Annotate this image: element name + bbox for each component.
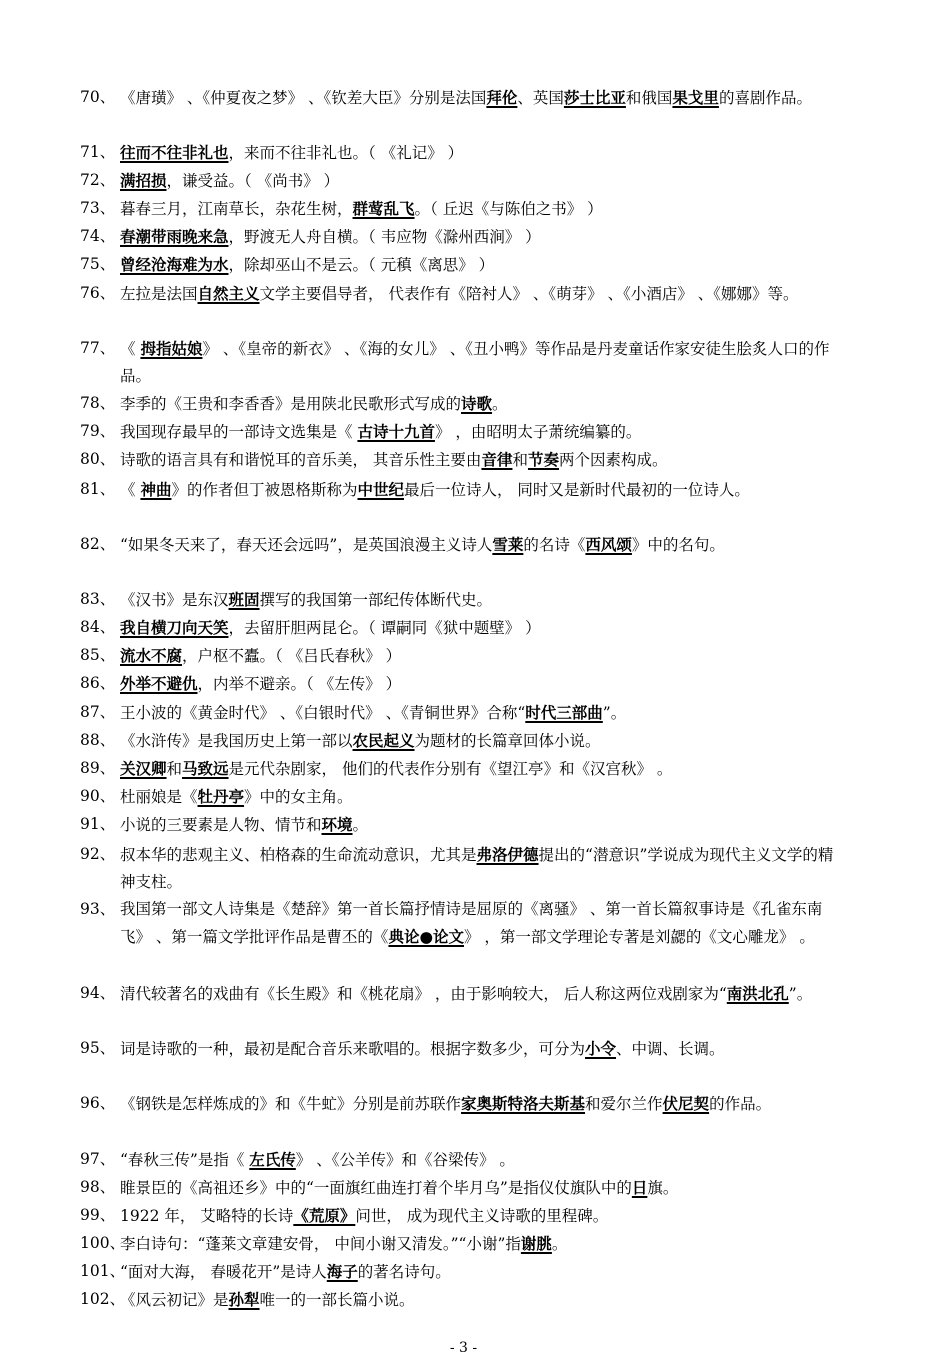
- question-number: 78、: [80, 394, 116, 412]
- question-text: [120, 727, 840, 755]
- answer-text: 西风颂: [585, 535, 632, 554]
- question-item: [80, 699, 840, 727]
- answer-text: 家奥斯特洛夫斯基: [461, 1094, 586, 1113]
- answer-text: 诗歌: [461, 394, 493, 413]
- question-number: 73、: [80, 199, 116, 217]
- question-item: [80, 670, 840, 698]
- answer-text: 拜伦: [486, 88, 518, 107]
- text-segment: 李白诗句：“蓬莱文章建安骨， 中间小谢又清发。”“小谢”指: [120, 1235, 521, 1253]
- answer-text: 南洪北孔: [726, 984, 789, 1003]
- text-segment: 》 ，第一部文学理论专著是刘勰的《文心雕龙》 。: [463, 928, 815, 946]
- text-segment: ，除却巫山不是云。（ 元稹《离思》 ）: [228, 256, 495, 274]
- answer-text: 海子: [326, 1262, 358, 1281]
- text-segment: 的名诗《: [523, 536, 586, 554]
- answer-text: 莎士比亚: [563, 88, 626, 107]
- question-number: 72、: [80, 171, 116, 189]
- question-item: [80, 1230, 840, 1258]
- text-segment: 《钢铁是怎样炼成的》和《牛虻》分别是前苏联作: [120, 1095, 462, 1113]
- question-number: 79、: [80, 422, 116, 440]
- question-text: [120, 699, 840, 727]
- answer-text: 往而不往非礼也: [120, 143, 229, 162]
- question-number: 81、: [80, 480, 116, 498]
- text-segment: 《: [120, 481, 141, 499]
- text-segment: 、中调、长调。: [616, 1040, 725, 1058]
- question-text: [120, 390, 840, 418]
- text-segment: 杜丽娘是《: [120, 788, 198, 806]
- question-text: [120, 223, 840, 251]
- answer-text: 左氏传: [249, 1150, 296, 1169]
- question-text: [120, 139, 840, 167]
- text-segment: 睢景臣的《高祖还乡》中的“一面旗红曲连打着个毕月乌”是指仪仗旗队中的: [120, 1179, 632, 1197]
- answer-text: 伏尼契: [662, 1094, 710, 1113]
- question-item: [80, 418, 840, 446]
- text-segment: 和爱尔兰作: [585, 1095, 663, 1113]
- question-item: [80, 1146, 840, 1174]
- answer-text: 群莺乱飞: [352, 199, 415, 218]
- question-item: [80, 755, 840, 783]
- text-segment: 》的作者但丁被恩格斯称为: [171, 481, 358, 499]
- answer-text: 节奏: [527, 450, 559, 469]
- question-item: [80, 390, 840, 418]
- question-number: 82、: [80, 535, 116, 553]
- text-segment: 的著名诗句。: [357, 1263, 451, 1281]
- answer-text: 关汉卿: [120, 759, 167, 778]
- question-number: 85、: [80, 646, 116, 664]
- text-segment: 《水浒传》是我国历史上第一部以: [120, 732, 353, 750]
- answer-text: 牡丹亭: [197, 787, 245, 806]
- text-segment: ，户枢不蠹。（ 《吕氏春秋》 ）: [182, 647, 402, 665]
- question-number: 74、: [80, 227, 116, 245]
- question-text: [120, 1174, 840, 1202]
- text-segment: 。（ 丘迟《与陈伯之书》 ）: [414, 200, 603, 218]
- text-segment: “春秋三传”是指《: [120, 1151, 250, 1169]
- text-segment: ”。: [602, 704, 627, 722]
- answer-text: 谢朓: [520, 1234, 552, 1253]
- text-segment: “面对大海， 春暖花开”是诗人: [120, 1263, 327, 1281]
- answer-text: 神曲: [140, 480, 172, 499]
- question-item: [80, 139, 840, 167]
- question-text: [120, 531, 840, 559]
- text-segment: 王小波的《黄金时代》 、《白银时代》 、《青铜世界》合称“: [120, 704, 526, 722]
- question-item: [80, 1202, 840, 1230]
- text-segment: 、英国: [517, 89, 564, 107]
- answer-text: 典论●论文: [388, 927, 464, 946]
- question-item: [80, 531, 840, 559]
- question-text: [120, 642, 840, 670]
- question-item: [80, 586, 840, 614]
- question-text: [120, 1230, 840, 1258]
- answer-text: 雪莱: [492, 535, 524, 554]
- answer-text: 弗洛伊德: [476, 845, 539, 864]
- question-number: 71、: [80, 143, 116, 161]
- answer-text: 拇指姑娘: [140, 339, 203, 358]
- text-segment: 暮春三月，江南草长，杂花生树，: [120, 200, 353, 218]
- question-item: [80, 195, 840, 223]
- text-segment: 《汉书》是东汉: [120, 591, 229, 609]
- question-number: 88、: [80, 731, 116, 749]
- question-number: 101、: [80, 1262, 126, 1280]
- question-item: [80, 1090, 840, 1118]
- question-text: [120, 896, 840, 951]
- question-item: [80, 1286, 840, 1314]
- question-text: [120, 195, 840, 223]
- question-text: [120, 418, 840, 446]
- answer-text: 满招损: [120, 171, 167, 190]
- text-segment: 撰写的我国第一部纪传体断代史。: [259, 591, 493, 609]
- question-number: 94、: [80, 984, 116, 1002]
- text-segment: 的作品。: [709, 1095, 772, 1113]
- question-text: [120, 980, 840, 1008]
- text-segment: 和俄国: [625, 89, 673, 107]
- text-segment: 最后一位诗人， 同时又是新时代最初的一位诗人。: [403, 481, 750, 499]
- question-item: [80, 1258, 840, 1286]
- question-text: [120, 476, 840, 504]
- question-number: 90、: [80, 787, 116, 805]
- answer-text: 我自横刀向天笑: [120, 618, 229, 637]
- answer-text: 古诗十九首: [357, 422, 435, 441]
- answer-text: 曾经沧海难为水: [120, 255, 229, 274]
- answer-text: 马致远: [182, 759, 229, 778]
- question-text: [120, 755, 840, 783]
- text-segment: 》中的名句。: [631, 536, 725, 554]
- text-segment: 为题材的长篇章回体小说。: [414, 732, 601, 750]
- question-text: [120, 167, 840, 195]
- question-number: 86、: [80, 674, 116, 692]
- text-segment: 小说的三要素是人物、情节和: [120, 816, 322, 834]
- answer-text: 自然主义: [197, 284, 260, 303]
- question-number: 100、: [80, 1234, 126, 1252]
- question-number: 77、: [80, 339, 116, 357]
- question-item: [80, 1035, 840, 1063]
- text-segment: 清代较著名的戏曲有《长生殿》和《桃花扇》 ，由于影响较大， 后人称这两位戏剧家为“: [120, 985, 727, 1003]
- question-text: [120, 280, 840, 308]
- answer-text: 环境: [321, 815, 353, 834]
- question-item: [80, 896, 840, 951]
- question-text: [120, 841, 840, 896]
- text-segment: 》 、《公羊传》和《谷梁传》 。: [295, 1151, 515, 1169]
- question-item: [80, 980, 840, 1008]
- question-item: [80, 811, 840, 839]
- question-item: [80, 614, 840, 642]
- answer-text: 班固: [228, 590, 260, 609]
- question-text: [120, 335, 840, 390]
- question-text: [120, 783, 840, 811]
- question-item: [80, 642, 840, 670]
- text-segment: 》 ，由昭明太子萧统编纂的。: [434, 423, 642, 441]
- question-item: [80, 335, 840, 390]
- question-text: [120, 1090, 840, 1118]
- question-text: [120, 1286, 840, 1314]
- answer-text: 农民起义: [352, 731, 415, 750]
- question-number: 99、: [80, 1206, 116, 1224]
- question-text: [120, 670, 840, 698]
- question-text: [120, 1035, 840, 1063]
- text-segment: ，谦受益。（ 《尚书》 ）: [166, 172, 340, 190]
- text-segment: 文学主要倡导者， 代表作有《陪衬人》 、《萌芽》 、《小酒店》 、《娜娜》等。: [259, 285, 799, 303]
- question-text: [120, 1146, 840, 1174]
- answer-text: 流水不腐: [120, 646, 183, 665]
- text-segment: ，来而不往非礼也。（ 《礼记》 ）: [228, 144, 464, 162]
- question-number: 92、: [80, 845, 116, 863]
- text-segment: 》中的女主角。: [244, 788, 353, 806]
- answer-text: 中世纪: [357, 480, 404, 499]
- question-item: [80, 84, 840, 112]
- question-item: [80, 727, 840, 755]
- text-segment: 的喜剧作品。: [718, 89, 812, 107]
- answer-text: 时代三部曲: [525, 703, 603, 722]
- text-segment: 《: [120, 340, 141, 358]
- text-segment: 我国第一部文人诗集是《楚辞》第一首长篇抒情诗是屈原的《离骚》 、第一首长篇叙事诗是《孔雀东南飞》 、第一篇文学批评作品是曹丕的《: [120, 900, 823, 946]
- question-number: 70、: [80, 88, 116, 106]
- text-segment: 1922 年， 艾略特的长诗: [120, 1207, 294, 1225]
- text-segment: 词是诗歌的一种，最初是配合音乐来歌唱的。根据字数多少，可分为: [120, 1040, 586, 1058]
- text-segment: ，野渡无人舟自横。（ 韦应物《滁州西涧》 ）: [228, 228, 541, 246]
- text-segment: 我国现存最早的一部诗文选集是《: [120, 423, 358, 441]
- text-segment: 和: [512, 451, 528, 469]
- question-item: [80, 446, 840, 474]
- text-segment: 唯一的一部长篇小说。: [259, 1291, 415, 1309]
- question-number: 96、: [80, 1094, 116, 1112]
- text-segment: 诗歌的语言具有和谐悦耳的音乐美， 其音乐性主要由: [120, 451, 482, 469]
- question-item: [80, 280, 840, 308]
- question-text: [120, 586, 840, 614]
- text-segment: 。: [492, 395, 508, 413]
- text-segment: 《风云初记》是: [120, 1291, 229, 1309]
- page-number: - 3 -: [449, 1340, 478, 1356]
- text-segment: 问世， 成为现代主义诗歌的里程碑。: [355, 1207, 609, 1225]
- answer-text: 小令: [585, 1039, 617, 1058]
- text-segment: 》 、《皇帝的新衣》 、《海的女儿》 、《丑小鸭》等作品是丹麦童话作家安徒生脍炙人口的作品。: [120, 340, 830, 385]
- question-item: [80, 783, 840, 811]
- question-number: 76、: [80, 284, 116, 302]
- question-item: [80, 841, 840, 896]
- question-number: 98、: [80, 1178, 116, 1196]
- text-segment: 旗。: [647, 1179, 679, 1197]
- answer-text: 音律: [481, 450, 513, 469]
- question-number: 91、: [80, 815, 116, 833]
- question-number: 75、: [80, 255, 116, 273]
- question-text: [120, 446, 840, 474]
- question-number: 84、: [80, 618, 116, 636]
- text-segment: 是元代杂剧家， 他们的代表作分别有《望江亭》和《汉宫秋》 。: [228, 760, 673, 778]
- answer-text: 孙犁: [228, 1290, 260, 1309]
- question-item: [80, 223, 840, 251]
- question-number: 80、: [80, 450, 116, 468]
- question-number: 93、: [80, 900, 116, 918]
- text-segment: 李季的《王贵和李香香》是用陕北民歌形式写成的: [120, 395, 462, 413]
- question-number: 87、: [80, 703, 116, 721]
- text-segment: 和: [166, 760, 183, 778]
- text-segment: ，去留肝胆两昆仑。（ 谭嗣同《狱中题壁》 ）: [228, 619, 541, 637]
- text-segment: 叔本华的悲观主义、柏格森的生命流动意识，尤其是: [120, 846, 477, 864]
- answer-text: 果戈里: [672, 88, 719, 107]
- text-segment: 提出的“潜意识”学说成为现代主义文学的精神支柱。: [120, 846, 834, 891]
- question-item: [80, 1174, 840, 1202]
- answer-text: 春潮带雨晚来急: [120, 227, 229, 246]
- question-text: [120, 84, 840, 112]
- text-segment: 。: [551, 1235, 568, 1253]
- question-number: 89、: [80, 759, 116, 777]
- answer-text: 日: [631, 1178, 648, 1197]
- answer-text: 外举不避仇: [120, 674, 198, 693]
- question-text: [120, 1258, 840, 1286]
- question-item: [80, 251, 840, 279]
- question-number: 95、: [80, 1039, 116, 1057]
- question-item: [80, 167, 840, 195]
- answer-text: 《荒原》: [293, 1206, 356, 1225]
- question-text: [120, 251, 840, 279]
- question-text: [120, 614, 840, 642]
- question-number: 83、: [80, 590, 116, 608]
- text-segment: 左拉是法国: [120, 285, 198, 303]
- question-number: 97、: [80, 1150, 116, 1168]
- question-text: [120, 1202, 840, 1230]
- text-segment: 。: [352, 816, 369, 834]
- text-segment: ，内举不避亲。（ 《左传》 ）: [197, 675, 402, 693]
- text-segment: 《唐璜》 、《仲夏夜之梦》 、《钦差大臣》分别是法国: [120, 89, 487, 107]
- question-item: [80, 476, 840, 504]
- question-text: [120, 811, 840, 839]
- text-segment: “如果冬天来了，春天还会远吗”，是英国浪漫主义诗人: [120, 536, 493, 554]
- text-segment: 两个因素构成。: [558, 451, 668, 469]
- text-segment: ”。: [788, 985, 813, 1003]
- question-number: 102、: [80, 1290, 126, 1308]
